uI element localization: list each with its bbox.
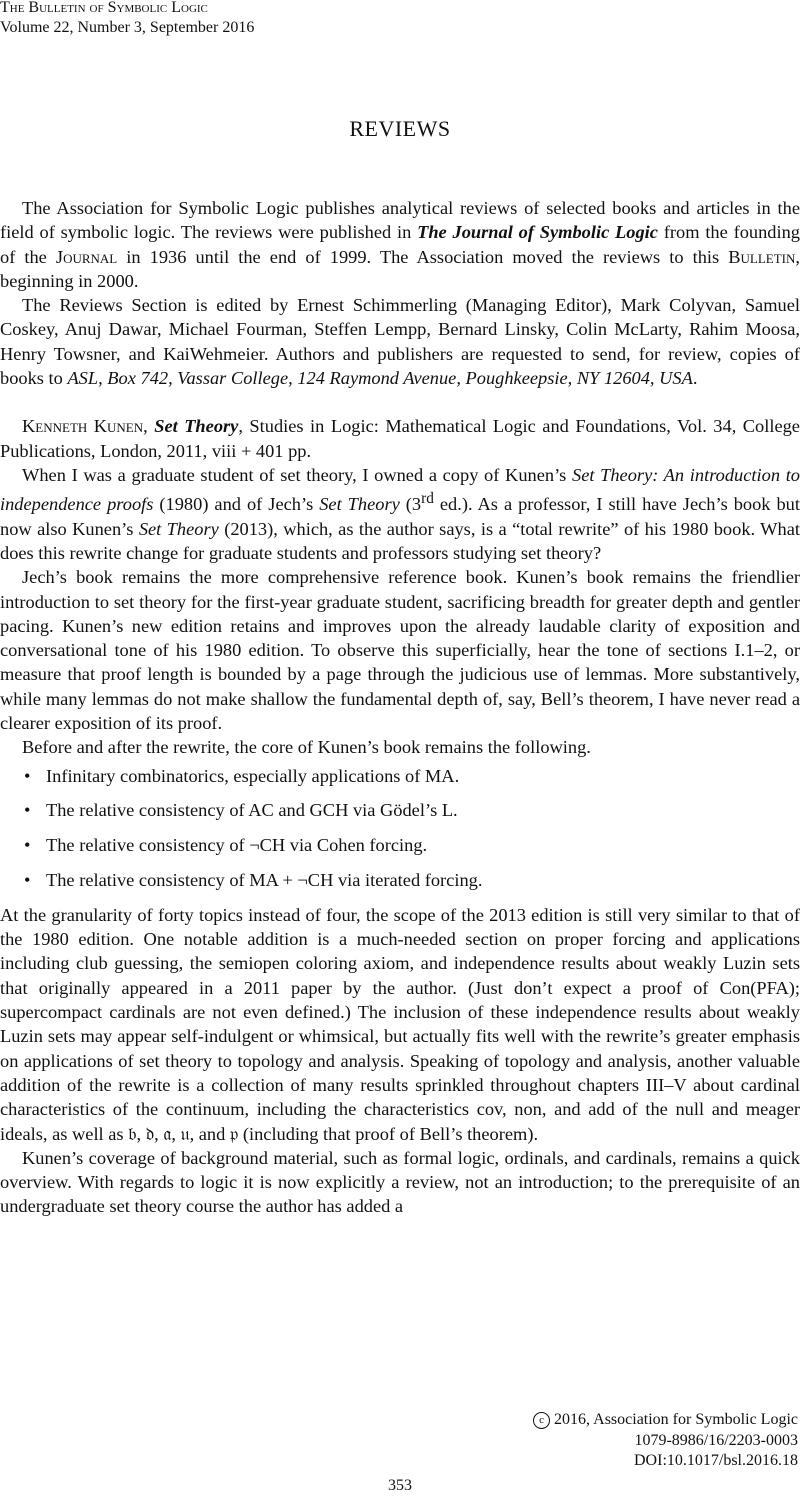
section-title: REVIEWS	[349, 116, 451, 141]
bullet-icon: •	[24, 835, 31, 856]
review-paragraph-3: Before and after the rewrite, the core of Kunen’s book remains the following.	[22, 737, 591, 758]
list-item-text: The relative consistency of MA + ¬CH via iterated forcing.	[46, 870, 483, 891]
review-text: (2013), which, as the author says, is a “total rewrite” of his 1980 book. What does this rewrite change for graduate students and professors studying set theory?	[0, 518, 800, 563]
review-text: (1980) and of Jech’s	[153, 494, 320, 515]
journal-name: The Bulletin of Symbolic Logic	[0, 0, 208, 16]
list-item	[0, 833, 800, 857]
mailing-address: ASL, Box 742, Vassar College, 124 Raymond Avenue, Poughkeepsie, NY 12604, USA	[67, 368, 693, 389]
bullet-icon: •	[24, 800, 31, 821]
article-body	[0, 196, 800, 1219]
list-item	[0, 798, 800, 822]
running-header	[0, 0, 254, 38]
review-author: Kenneth Kunen	[22, 416, 144, 437]
review-text: (3	[399, 494, 422, 515]
intro-text: The Association for Symbolic Logic publishes analytical reviews of selected books and articles in the field of symbolic logic. The reviews were published in	[0, 198, 800, 243]
review-text: ed.). As a professor, I still have Jech’s book but now also Kunen’s	[0, 494, 800, 539]
superscript: rd	[421, 490, 434, 508]
copyright-text: 2016, Association for Symbolic Logic	[554, 1411, 798, 1428]
issn: 1079-8986/16/2203-0003	[634, 1431, 798, 1449]
journal-sc: Journal	[55, 246, 118, 267]
page-number: 353	[388, 1477, 412, 1494]
intro-text: .	[692, 368, 698, 389]
cited-title: Set Theory	[319, 494, 400, 515]
review-paragraph-5: Kunen’s coverage of background material, such as formal logic, ordinals, and cardinals, remains a quick overview. With regards to logic it is now explicitly a review, not an introduction; to the prerequisite of an undergraduate set theory course the author has added a	[0, 1147, 800, 1217]
intro-paragraph-2	[0, 293, 800, 390]
doi: DOI:10.1017/bsl.2016.18	[634, 1452, 798, 1469]
review-citation: Kenneth Kunen, Set Theory, Studies in Logic: Mathematical Logic and Foundations, Vol. 34, College Publications, London, 2011, viii + 401 pp.	[0, 416, 800, 461]
review-book-title: Set Theory	[154, 416, 239, 437]
review-text: When I was a graduate student of set theory, I owned a copy of Kunen’s	[22, 464, 572, 485]
cited-title: Set Theory	[138, 518, 219, 539]
citation-details: , Studies in Logic: Mathematical Logic and Foundations, Vol. 34, College Publications, London, 2011, viii + 401 pp.	[0, 416, 800, 461]
bulletin-sc: Bulletin	[728, 246, 796, 267]
volume-line: Volume 22, Number 3, September 2016	[0, 19, 255, 36]
intro-paragraph-1	[0, 196, 800, 293]
list-item	[0, 868, 800, 892]
list-item-text: The relative consistency of AC and GCH via Gödel’s L.	[46, 800, 458, 821]
cited-title: Set Theory: An introduction to independence proofs	[0, 464, 800, 515]
list-item-text: The relative consistency of ¬CH via Cohen forcing.	[46, 835, 428, 856]
bullet-icon: •	[24, 870, 31, 891]
list-item-text: Infinitary combinatorics, especially applications of MA.	[46, 765, 460, 786]
review-paragraph-2: Jech’s book remains the more comprehensive reference book. Kunen’s book remains the friendlier introduction to set theory for the first-year graduate student, sacrificing breadth for greater depth and gentler pacing. Kunen’s new edition retains and improves upon the already laudable clarity of exposition and conversational tone of his 1980 edition. To observe this superficially, hear the tone of sections I.1–2, or measure that proof length is bounded by a page through the judicious use of lemmas. More substantively, while many lemmas do not make shallow the fundamental depth of, say, Bell’s theorem, I have never read a clearer exposition of its proof.	[0, 567, 800, 734]
intro-text: , beginning in 2000.	[0, 246, 800, 291]
intro-text: The Reviews Section is edited by Ernest Schimmerling (Managing Editor), Mark Colyvan, Samuel Coskey, Anuj Dawar, Michael Fourman, Steffen Lempp, Bernard Linsky, Colin McLarty, Rahim Moosa, Henry Towsner, and KaiWehmeier. Authors and publishers are requested to send, for review, copies of books to	[0, 295, 800, 389]
review-paragraph-1	[0, 463, 800, 565]
copyright-block	[533, 1410, 798, 1472]
list-item	[0, 764, 800, 788]
bullet-icon: •	[24, 765, 31, 786]
intro-text: in 1936 until the end of 1999. The Association moved the reviews to this	[117, 246, 729, 267]
intro-text: from the founding of the	[0, 222, 800, 267]
core-topics-list	[0, 764, 800, 893]
journal-title: The Journal of Symbolic Logic	[417, 222, 658, 243]
review-paragraph-4: At the granularity of forty topics instead of four, the scope of the 2013 edition is still very similar to that of the 1980 edition. One notable addition is a much-needed section on proper forcing and applications including club guessing, the semiopen coloring axiom, and independence results about weakly Luzin sets that originally appeared in a 2011 paper by the author. (Just don’t expect a proof of Con(PFA); supercompact cardinals are not even defined.) The inclusion of these independence results about weakly Luzin sets may appear self-indulgent or whimsical, but actually fits well with the rewrite’s greater emphasis on applications of set theory to topology and analysis. Speaking of topology and analysis, another valuable addition of the rewrite is a collection of many results sprinkled throughout chapters III–V about cardinal characteristics of the continuum, including the characteristics cov, non, and add of the null and meager ideals, as well as 𝔟, 𝔡, 𝔞, 𝔲, and 𝔭 (including that proof of Bell’s theorem).	[0, 904, 800, 1144]
copyright-icon: c	[533, 1412, 550, 1429]
